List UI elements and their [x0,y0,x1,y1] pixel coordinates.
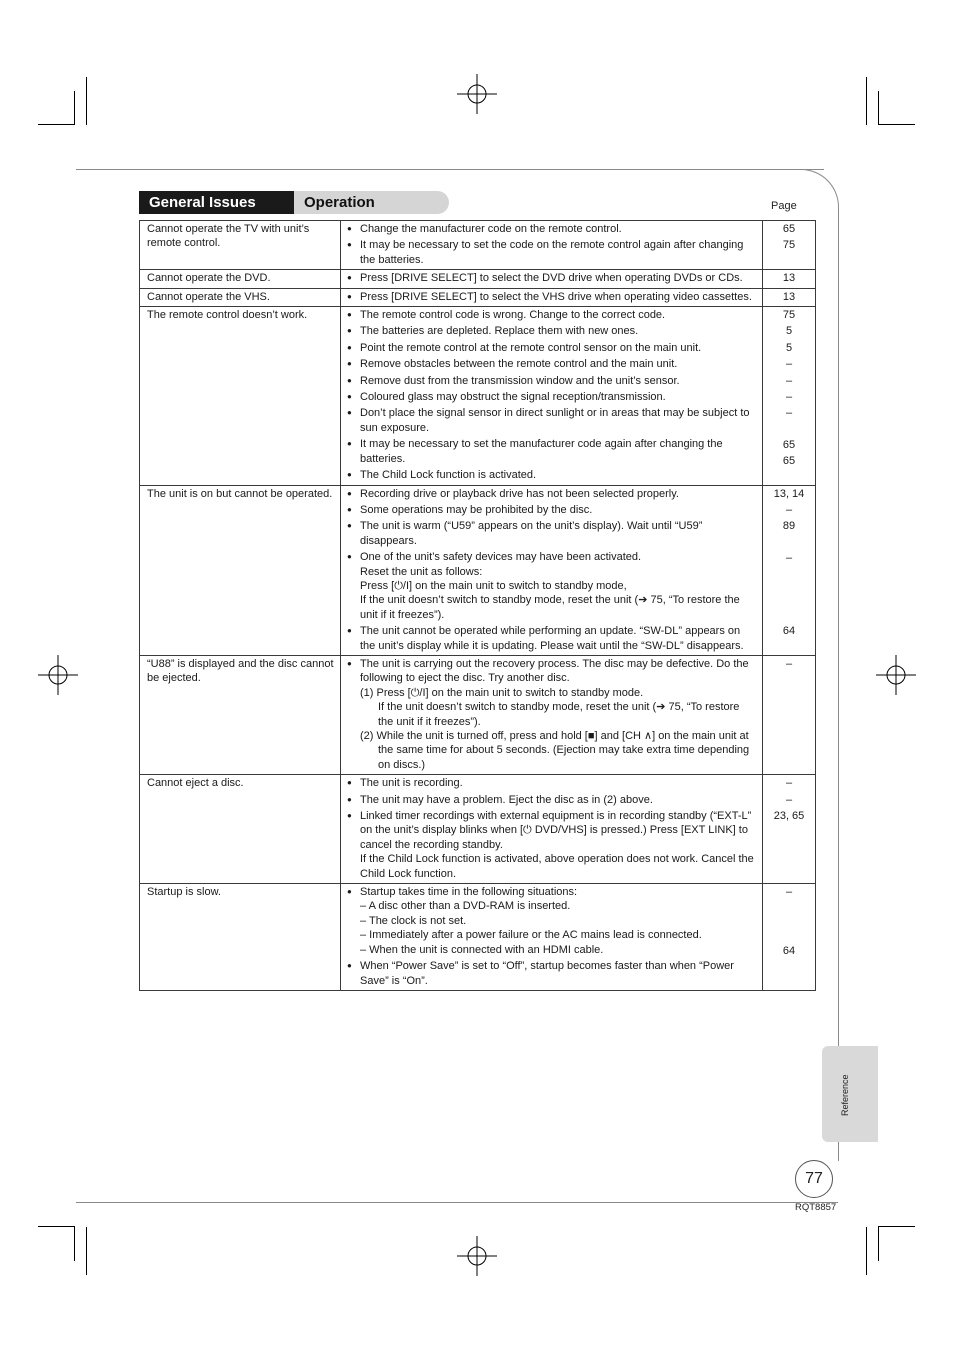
page-ref: 64 [782,625,796,638]
page-ref: – [785,407,793,420]
page-ref: – [785,503,793,516]
solution-cell [341,884,763,991]
solution-text: If the unit doesn’t switch to standby mode, reset the unit (➔ 75, “To restore the unit if it freezes”). [378,701,740,728]
page-ref: – [785,657,793,670]
bullet-item: ● It may be necessary to set the manufacturer code again after changing the batteries. [347,437,756,466]
side-tab-reference [822,1046,878,1142]
bullet-item: ● Startup takes time in the following situations: [347,885,756,899]
page-ref: 89 [782,520,796,533]
problem-cell: Cannot eject a disc. [140,775,341,884]
page-frame-right [838,216,839,1046]
side-tab-label: Reference [840,1074,850,1116]
table-row [140,270,816,288]
solution-cell [341,288,763,306]
table-row [140,485,816,655]
solution-text: Press [⏻/I] on the main unit to switch to standby mode, [360,579,627,592]
page-ref: – [785,551,793,564]
bullet-item: ● Recording drive or playback drive has not been selected properly. [347,487,756,501]
page-ref-cell [763,288,816,306]
bullet-item: ● Coloured glass may obstruct the signal reception/transmission. [347,390,756,404]
solution-cell [341,307,763,485]
page-ref: 75 [782,309,796,322]
problem-cell: The remote control doesn’t work. [140,307,341,485]
page-ref: 13 [782,272,796,285]
bullet-item: ● Some operations may be prohibited by the disc. [347,503,756,517]
table-row [140,288,816,306]
bullet-item: ● Press [DRIVE SELECT] to select the DVD drive when operating DVDs or CDs. [347,271,756,285]
table-row [140,884,816,991]
page-ref: 75 [782,239,796,252]
page-ref-cell [763,221,816,270]
page-ref: – [785,374,793,387]
table-row [140,775,816,884]
page-ref: – [785,886,793,899]
document-code: RQT8857 [795,1202,837,1213]
bullet-item: ● Linked timer recordings with external equipment is in recording standby (“EXT-L” on the unit’s display blinks when [⏻ DVD/VHS] is pressed.) Press [EXT LINK] to cancel the recording standby. [347,809,756,852]
problem-cell: “U88” is displayed and the disc cannot be ejected. [140,655,341,774]
solution-cell [341,221,763,270]
page-frame-corner [790,169,839,218]
solution-text: Reset the unit as follows: [360,565,483,578]
solution-cell [341,655,763,774]
solution-text: – The clock is not set. [360,914,467,927]
page-ref: 13 [782,290,796,303]
page-ref: 13, 14 [773,487,805,500]
bullet-item: ● The Child Lock function is activated. [347,468,756,482]
bullet-item: ● Don’t place the signal sensor in direct sunlight or in areas that may be subject to sun exposure. [347,406,756,435]
page-ref: 65 [782,223,796,235]
solution-text: If the unit doesn’t switch to standby mode, reset the unit (➔ 75, “To restore the unit if it freezes”). [360,594,740,621]
page-ref: – [785,358,793,371]
solution-text: – When the unit is connected with an HDMI cable. [360,943,604,956]
bullet-item: ● When “Power Save” is set to “Off”, startup becomes faster than when “Power Save” is “On”. [347,959,756,988]
bullet-item: ● Press [DRIVE SELECT] to select the VHS drive when operating video cassettes. [347,290,756,304]
page-ref: 65 [782,455,796,468]
registration-mark [457,1236,497,1276]
registration-mark [876,655,916,695]
bullet-item: ● The unit is recording. [347,776,756,790]
bullet-item: ● One of the unit’s safety devices may have been activated. [347,550,756,564]
bullet-item: ● The unit is warm (“U59” appears on the unit’s display). Wait until “U59” disappears. [347,519,756,548]
table-row [140,221,816,270]
bullet-item: ● The remote control code is wrong. Change to the correct code. [347,308,756,322]
page-frame-bottom [76,1202,838,1203]
solution-cell [341,270,763,288]
solution-text: – Immediately after a power failure or the AC mains lead is connected. [360,929,702,942]
page-ref: – [785,391,793,404]
bullet-item: ● Point the remote control at the remote control sensor on the main unit. [347,341,756,355]
page-ref-cell [763,307,816,485]
section-header [139,191,449,214]
bullet-item: ● The batteries are depleted. Replace them with new ones. [347,324,756,338]
bullet-item: ● The unit is carrying out the recovery process. The disc may be defective. Do the following to eject the disc. Try another disc. [347,657,756,686]
page-ref-cell [763,270,816,288]
page-ref-cell [763,485,816,655]
page-column-label: Page [771,200,797,212]
troubleshooting-table [139,220,816,991]
problem-cell: The unit is on but cannot be operated. [140,485,341,655]
solution-cell [341,485,763,655]
solution-text: – A disc other than a DVD-RAM is inserted. [360,900,571,913]
bullet-item: ● Change the manufacturer code on the remote control. [347,222,756,236]
page-ref: 65 [782,438,796,451]
page-ref-cell [763,775,816,884]
page-ref-cell [763,655,816,774]
problem-cell: Cannot operate the TV with unit’s remote control. [140,221,341,270]
registration-mark [457,74,497,114]
bullet-item: ● The unit may have a problem. Eject the disc as in (2) above. [347,793,756,807]
solution-text: (1) Press [⏻/I] on the main unit to switch to standby mode. [360,686,644,699]
bullet-item: ● Remove obstacles between the remote control and the main unit. [347,357,756,371]
bullet-item: ● The unit cannot be operated while performing an update. “SW-DL” appears on the unit’s display while it is updating. Please wait until the “SW-DL” disappears. [347,624,756,653]
table-row [140,655,816,774]
bullet-item: ● Remove dust from the transmission window and the unit’s sensor. [347,374,756,388]
subsection-title: Operation [304,194,375,211]
problem-cell: Startup is slow. [140,884,341,991]
page-frame-top [76,169,824,170]
section-title: General Issues [139,191,294,214]
page-ref: – [785,777,793,790]
page-ref: 23, 65 [773,810,805,823]
page-number: 77 [795,1160,833,1198]
solution-text: (2) While the unit is turned off, press and hold [■] and [CH ∧] on the main unit at the same time for about 5 seconds. (Ejection may take extra time depending on discs.) [360,730,750,771]
solution-cell [341,775,763,884]
solution-text: If the Child Lock function is activated, above operation does not work. Cancel the Child Lock function. [360,853,754,880]
bullet-item: ● It may be necessary to set the code on the remote control again after changing the batteries. [347,238,756,267]
problem-cell: Cannot operate the VHS. [140,288,341,306]
page-ref-cell [763,884,816,991]
registration-mark [38,655,78,695]
page-ref: 64 [782,945,796,958]
page-ref: 5 [785,325,793,338]
problem-cell: Cannot operate the DVD. [140,270,341,288]
page-ref: – [785,793,793,806]
table-row [140,307,816,485]
page-ref: 5 [785,341,793,354]
